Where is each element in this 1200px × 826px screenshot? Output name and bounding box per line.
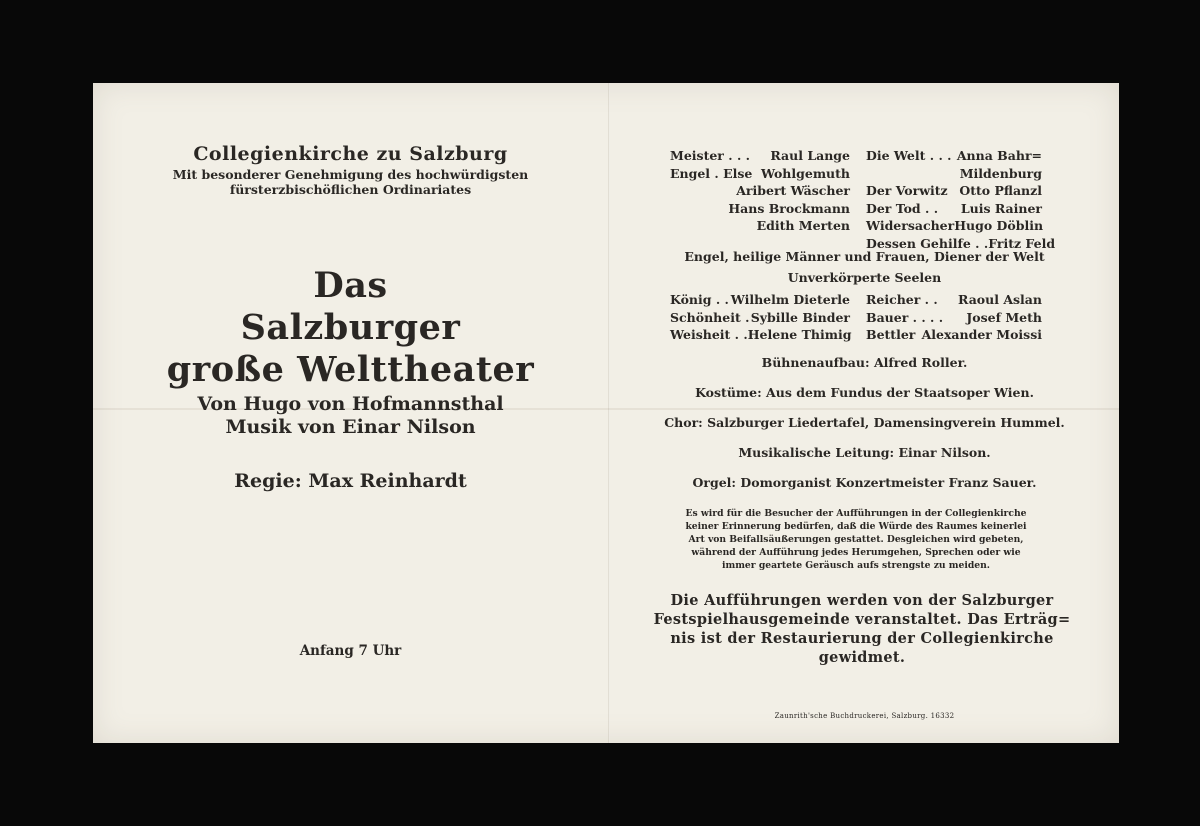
permission-line: fürsterzbischöflichen Ordinariates: [229, 182, 472, 197]
role: König . .: [670, 292, 729, 307]
role: Bettler: [866, 327, 916, 342]
cast-row: [866, 326, 1042, 344]
role: Meister . . .: [670, 148, 750, 163]
cast-row: [670, 326, 850, 344]
choir-credit: Chor: Salzburger Liedertafel, Damensingverein Hummel.: [664, 415, 1065, 430]
actor: Hugo Döblin: [954, 218, 1044, 233]
title-line: große Welttheater: [166, 349, 535, 390]
author-credit: Von Hugo von Hofmannsthal: [197, 393, 504, 415]
role: Reicher . .: [866, 292, 938, 307]
cast-row: [866, 182, 1042, 200]
closing-line: Festspielhausgemeinde veranstaltet. Das Erträg=: [653, 611, 1071, 628]
cast-row: [866, 200, 1042, 218]
start-time: Anfang 7 Uhr: [299, 643, 402, 659]
notice-line: Art von Beifallsäußerungen gestattet. Desgleichen wird gebeten,: [688, 534, 1024, 545]
program-sheet: [93, 83, 1119, 743]
cast-row: [866, 165, 1042, 183]
music-credit: Musik von Einar Nilson: [225, 416, 476, 438]
stage-credit: Bühnenaufbau: Alfred Roller.: [761, 355, 968, 370]
organ-credit: Orgel: Domorganist Konzertmeister Franz Sauer.: [692, 475, 1037, 490]
role: Der Vorwitz: [866, 183, 948, 198]
venue-heading: Collegienkirche zu Salzburg: [193, 143, 508, 165]
role: Weisheit . .: [670, 327, 748, 342]
actor: Wilhelm Dieterle: [730, 292, 850, 307]
notice-line: während der Aufführung jedes Herumgehen, Sprechen oder wie: [691, 547, 1021, 558]
role: Widersacher: [866, 218, 955, 233]
cast-row: [670, 165, 850, 183]
souls-heading: Unverkörperte Seelen: [787, 270, 942, 285]
actor: Luis Rainer: [960, 200, 1042, 216]
cast-row: [866, 217, 1042, 235]
cast-row: [866, 291, 1042, 309]
actor: Mildenburg: [959, 165, 1042, 181]
actor: Edith Merten: [756, 218, 850, 233]
cast-row: [670, 147, 850, 165]
souls-column-2: [866, 291, 1042, 344]
costume-credit: Kostüme: Aus dem Fundus der Staatsoper Wien.: [695, 385, 1034, 400]
actor: Wohlgemuth: [760, 165, 850, 181]
role: Schönheit .: [670, 309, 750, 325]
notice-line: immer geartete Geräusch aufs strengste zu meiden.: [722, 560, 990, 571]
permission-note: [93, 167, 608, 197]
right-page: [610, 83, 1119, 743]
audience-notice: [670, 507, 1042, 572]
cast-column-1: [670, 147, 850, 235]
actor: Josef Meth: [966, 309, 1042, 325]
title-line: Das: [313, 265, 388, 306]
role: Bauer . . . .: [866, 309, 944, 325]
left-page: [93, 83, 608, 743]
notice-line: Es wird für die Besucher der Aufführungen in der Collegienkirche: [685, 508, 1027, 519]
cast-row: [670, 217, 850, 235]
play-title: [93, 265, 608, 391]
actor: Helene Thimig: [747, 327, 852, 342]
cast-row: [866, 309, 1042, 327]
closing-line: Die Aufführungen werden von der Salzburger: [670, 592, 1054, 609]
cast-column-2: [866, 147, 1056, 252]
cast-row: [670, 182, 850, 200]
role: Dessen Gehilfe . .: [866, 235, 989, 251]
printer-imprint: Zaunrith'sche Buchdruckerei, Salzburg. 16332: [774, 712, 955, 720]
permission-line: Mit besonderer Genehmigung des hochwürdigsten: [172, 167, 529, 182]
title-line: Salzburger: [240, 307, 461, 348]
role: Die Welt . . .: [866, 148, 952, 163]
actor: Raoul Aslan: [958, 292, 1042, 307]
cast-row: [670, 309, 850, 327]
souls-column-1: [670, 291, 850, 344]
actor: Raul Lange: [770, 148, 850, 163]
actor: Anna Bahr=: [956, 148, 1042, 163]
notice-line: keiner Erinnerung bedürfen, daß die Würde des Raumes keinerlei: [685, 521, 1027, 532]
actor: Aribert Wäscher: [736, 183, 850, 198]
cast-row: [866, 147, 1042, 165]
credits: [93, 393, 608, 439]
closing-statement: [650, 591, 1074, 667]
closing-line: gewidmet.: [818, 649, 906, 666]
actor: Alexander Moissi: [921, 327, 1042, 342]
role: Engel . Else: [670, 165, 753, 181]
actor: Hans Brockmann: [728, 200, 850, 216]
role: Der Tod . .: [866, 200, 939, 216]
musical-direction-credit: Musikalische Leitung: Einar Nilson.: [738, 445, 991, 460]
director-credit: Regie: Max Reinhardt: [234, 470, 467, 492]
ensemble-line: Engel, heilige Männer und Frauen, Diener der Welt: [684, 249, 1045, 264]
cast-row: [670, 291, 850, 309]
cast-row: [670, 200, 850, 218]
actor: Fritz Feld: [988, 235, 1056, 251]
actor: Otto Pflanzl: [959, 183, 1042, 198]
actor: Sybille Binder: [750, 309, 850, 325]
closing-line: nis ist der Restaurierung der Collegienkirche: [670, 630, 1054, 647]
